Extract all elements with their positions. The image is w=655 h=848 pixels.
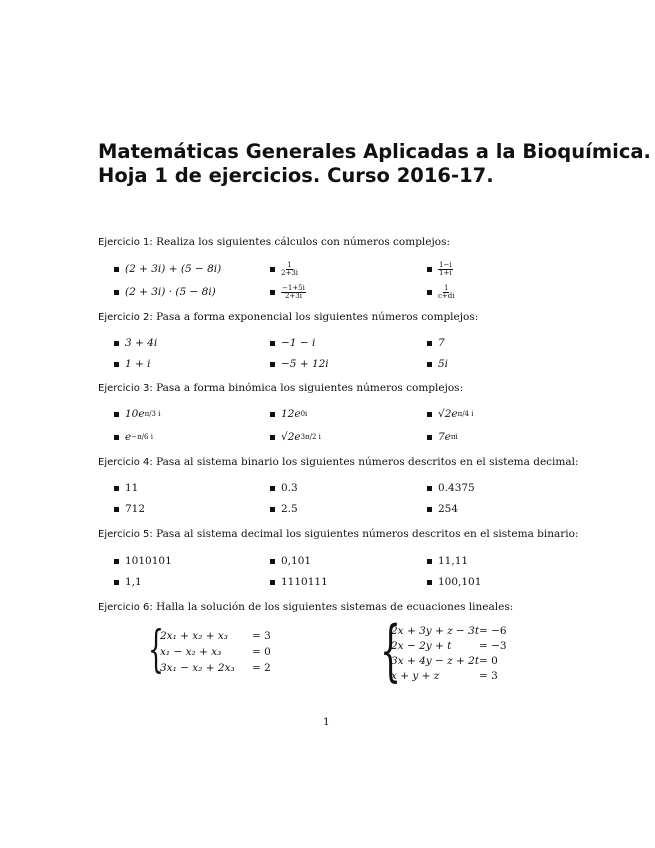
list-item [114, 574, 142, 590]
exercise-2-row-2 [0, 356, 655, 372]
bullet-icon [427, 559, 432, 564]
math-expression: (2 + 3i) · (5 − 8i) [125, 286, 216, 298]
denominator: 2+3i [284, 291, 302, 300]
list-item [427, 501, 458, 517]
equation-row [391, 670, 498, 682]
bullet-icon [270, 507, 275, 512]
left-brace-icon: { [380, 612, 401, 689]
list-item [114, 335, 157, 351]
bullet-icon [270, 435, 275, 440]
list-item [270, 261, 298, 277]
number-value: 100,101 [438, 576, 482, 588]
bullet-icon [270, 362, 275, 367]
bullet-icon [427, 580, 432, 585]
denominator: 1+i [439, 268, 452, 277]
equation-rhs: = 2 [252, 662, 271, 674]
bullet-icon [114, 267, 119, 272]
list-item [114, 553, 172, 569]
exercise-3-row-2 [0, 429, 655, 445]
equation-lhs: x₁ − x₂ + x₃ [160, 646, 222, 658]
bullet-icon [270, 267, 275, 272]
number-value: 1010101 [125, 555, 172, 567]
equation-rhs: = 3 [252, 630, 271, 642]
equation-row [160, 646, 271, 658]
bullet-icon [427, 412, 432, 417]
number-value: 0.3 [281, 482, 298, 494]
exercise-2-heading [98, 311, 478, 323]
equation-rhs: = −6 [479, 625, 507, 637]
equation-system-2 [380, 612, 530, 689]
exercise-text: Pasa al sistema binario los siguientes números descritos en el sistema decimal: [156, 456, 579, 468]
equation-lhs: 2x − 2y + t [391, 640, 452, 652]
list-item [270, 574, 328, 590]
equation-row [391, 625, 507, 637]
list-item [427, 406, 473, 422]
exercise-text: Pasa al sistema decimal los siguientes números descritos en el sistema binario: [156, 528, 579, 540]
exercise-label: Ejercicio 4: [98, 457, 153, 468]
bullet-icon [427, 341, 432, 346]
exercise-3-row-1 [0, 406, 655, 422]
page-number: 1 [323, 716, 330, 728]
title-line-1: Matemáticas Generales Aplicadas a la Bioquímica. [98, 140, 651, 163]
list-item [427, 553, 468, 569]
list-item [270, 356, 329, 372]
bullet-icon [114, 486, 119, 491]
number-value: 712 [125, 503, 146, 515]
math-expression: 7 [438, 337, 445, 349]
list-item [270, 429, 321, 445]
denominator: c+di [438, 291, 455, 300]
math-exponent: πi [450, 433, 458, 441]
bullet-icon [114, 559, 119, 564]
fraction [438, 262, 453, 277]
list-item [427, 261, 453, 277]
bullet-icon [427, 362, 432, 367]
denominator: 2+3i [281, 268, 299, 277]
math-base: 10e [125, 408, 145, 420]
equation-row [160, 630, 271, 642]
bullet-icon [270, 559, 275, 564]
list-item [270, 406, 307, 422]
equation-lhs: 3x₁ − x₂ + 2x₃ [160, 662, 235, 674]
list-item [427, 429, 458, 445]
math-exponent: π/4 i [457, 410, 474, 418]
equation-rhs: = −3 [479, 640, 507, 652]
list-item [427, 335, 445, 351]
exercise-5-row-1 [0, 553, 655, 569]
bullet-icon [114, 435, 119, 440]
math-base: √2e [438, 408, 458, 420]
math-base: 7e [438, 431, 451, 443]
list-item [427, 356, 448, 372]
exercise-label: Ejercicio 3: [98, 383, 153, 394]
math-expression: 1 + i [125, 358, 151, 370]
equation-rhs: = 0 [479, 655, 498, 667]
number-value: 0,101 [281, 555, 312, 567]
bullet-icon [270, 580, 275, 585]
equation-lhs: 2x + 3y + z − 3t [391, 625, 480, 637]
equation-lhs: x + y + z [391, 670, 440, 682]
list-item [270, 335, 315, 351]
bullet-icon [114, 290, 119, 295]
exercise-4-row-2 [0, 501, 655, 517]
list-item [427, 480, 475, 496]
bullet-icon [270, 290, 275, 295]
number-value: 1,1 [125, 576, 142, 588]
list-item [114, 501, 145, 517]
bullet-icon [114, 341, 119, 346]
list-item [270, 501, 298, 517]
numerator: 1 [444, 283, 449, 292]
list-item [114, 429, 153, 445]
bullet-icon [427, 507, 432, 512]
exercise-4-heading [98, 456, 579, 468]
exercise-5-heading [98, 528, 579, 540]
list-item [427, 574, 481, 590]
exercise-2-row-1 [0, 335, 655, 351]
exercise-1-heading [98, 236, 450, 248]
exercise-label: Ejercicio 5: [98, 529, 153, 540]
exercise-label: Ejercicio 2: [98, 312, 153, 323]
equation-row [160, 662, 271, 674]
equation-row [391, 655, 498, 667]
equation-rhs: = 0 [252, 646, 271, 658]
math-exponent: 3π/2 i [300, 433, 321, 441]
list-item [114, 356, 151, 372]
math-expression: 5i [438, 358, 449, 370]
math-expression: −1 − i [281, 337, 316, 349]
list-item [114, 284, 216, 300]
exercise-text: Realiza los siguientes cálculos con números complejos: [156, 236, 451, 248]
math-exponent: −π/6 i [131, 433, 153, 441]
bullet-icon [270, 412, 275, 417]
math-expression: (2 + 3i) + (5 − 8i) [125, 263, 222, 275]
numerator: 1 [287, 260, 292, 269]
math-base: e [125, 431, 132, 443]
fraction [281, 285, 306, 300]
document-title [98, 140, 651, 188]
bullet-icon [114, 507, 119, 512]
exercise-6-heading [98, 601, 513, 613]
math-base: 12e [281, 408, 301, 420]
number-value: 1110111 [281, 576, 328, 588]
bullet-icon [270, 341, 275, 346]
number-value: 11,11 [438, 555, 469, 567]
bullet-icon [427, 267, 432, 272]
list-item [114, 480, 138, 496]
math-expression: 3 + 4i [125, 337, 158, 349]
exercise-4-row-1 [0, 480, 655, 496]
exercise-3-heading [98, 382, 463, 394]
exercise-1-row-1 [0, 261, 655, 277]
bullet-icon [114, 580, 119, 585]
bullet-icon [427, 290, 432, 295]
exercise-label: Ejercicio 1: [98, 237, 153, 248]
fraction [438, 285, 455, 300]
exercise-5-row-2 [0, 574, 655, 590]
exercise-text: Pasa a forma exponencial los siguientes números complejos: [156, 311, 479, 323]
number-value: 11 [125, 482, 139, 494]
number-value: 2.5 [281, 503, 298, 515]
exercise-text: Halla la solución de los siguientes sistemas de ecuaciones lineales: [156, 601, 514, 613]
list-item [427, 284, 455, 300]
list-item [270, 284, 306, 300]
exercise-label: Ejercicio 6: [98, 602, 153, 613]
bullet-icon [114, 362, 119, 367]
equation-rhs: = 3 [479, 670, 498, 682]
equation-lhs: 2x₁ + x₂ + x₃ [160, 630, 229, 642]
math-base: √2e [281, 431, 301, 443]
bullet-icon [114, 412, 119, 417]
math-exponent: 0i [300, 410, 308, 418]
number-value: 254 [438, 503, 459, 515]
list-item [270, 553, 311, 569]
exercise-1-row-2 [0, 284, 655, 300]
equation-row [391, 640, 507, 652]
list-item [270, 480, 298, 496]
math-exponent: π/3 i [144, 410, 161, 418]
fraction [281, 262, 298, 277]
list-item [114, 261, 221, 277]
equation-lhs: 3x + 4y − z + 2t [391, 655, 480, 667]
numerator: −1+5i [282, 283, 305, 292]
list-item [114, 406, 160, 422]
bullet-icon [427, 435, 432, 440]
title-line-2: Hoja 1 de ejercicios. Curso 2016-17. [98, 164, 494, 187]
bullet-icon [427, 486, 432, 491]
equation-system-1 [148, 620, 298, 680]
left-brace-icon: { [148, 620, 164, 678]
math-expression: −5 + 12i [281, 358, 329, 370]
number-value: 0.4375 [438, 482, 475, 494]
numerator: 1−i [439, 260, 452, 269]
bullet-icon [270, 486, 275, 491]
exercise-text: Pasa a forma binómica los siguientes números complejos: [156, 382, 464, 394]
